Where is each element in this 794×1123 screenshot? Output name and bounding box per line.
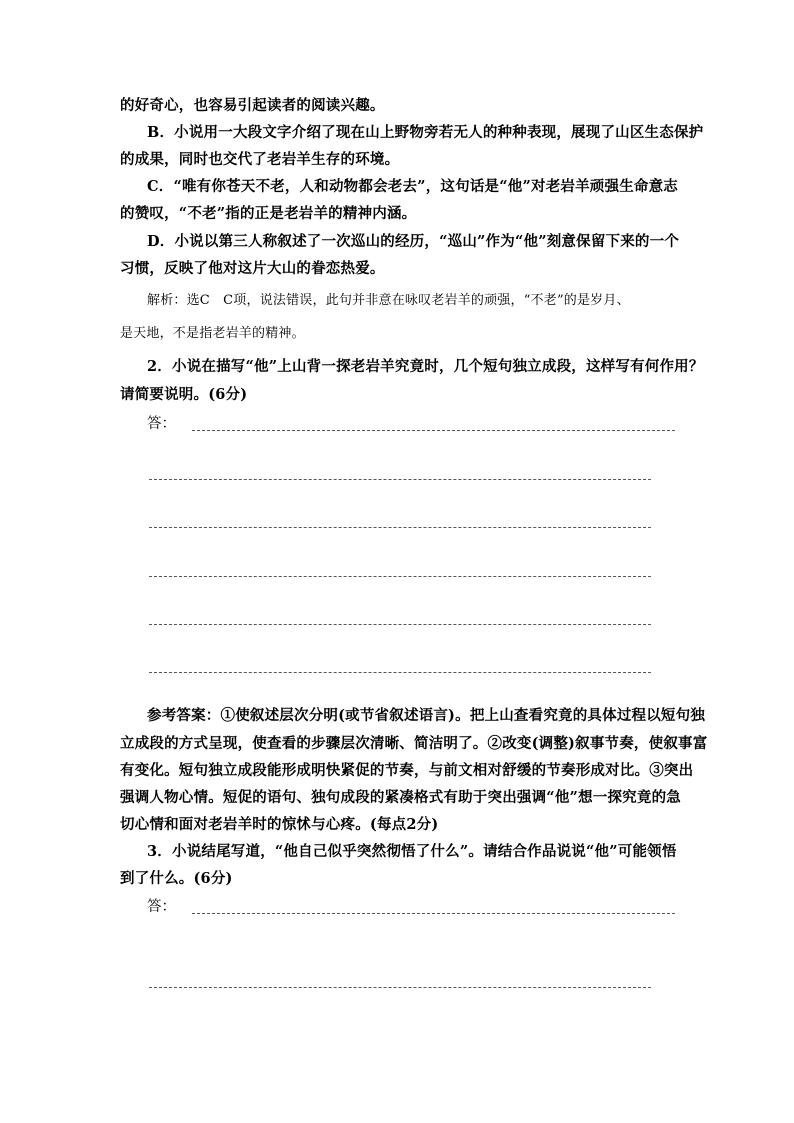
question-3-line-1: 3．小说结尾写道，“他自己似乎突然彻悟了什么”。请结合作品说说“他”可能领悟 xyxy=(147,843,677,860)
answer-rule[interactable] xyxy=(149,987,651,988)
text-line-1: 的好奇心，也容易引起读者的阅读兴趣。 xyxy=(120,97,385,114)
answer-rule[interactable] xyxy=(192,430,675,431)
answer-rule[interactable] xyxy=(149,527,651,528)
answer-rule[interactable] xyxy=(149,672,651,673)
reference-answer-line-4: 强调人物心情。短促的语句、独句成段的紧凑格式有助于突出强调“他”想一探究竟的急 xyxy=(120,789,681,806)
option-c-line-2: 的赞叹，“不老”指的正是老岩羊的精神内涵。 xyxy=(120,205,417,222)
option-c-line-1: C．“唯有你苍天不老，人和动物都会老去”，这句话是“他”对老岩羊顽强生命意志 xyxy=(147,178,678,195)
reference-answer-line-3: 有变化。短句独立成段能形成明快紧促的节奏，与前文相对舒缓的节奏形成对比。③突出 xyxy=(120,762,694,779)
question-3-line-2: 到了什么。(6分) xyxy=(120,870,233,887)
answer-rule[interactable] xyxy=(149,576,651,577)
answer-label-3: 答： xyxy=(147,899,176,915)
option-b-line-2: 的成果，同时也交代了老岩羊生存的环境。 xyxy=(120,151,400,168)
analysis-line-2: 是天地，不是指老岩羊的精神。 xyxy=(120,326,305,341)
option-d-line-1: D．小说以第三人称叙述了一次巡山的经历，“巡山”作为“他”刻意保留下来的一个 xyxy=(147,233,680,250)
answer-rule[interactable] xyxy=(149,479,651,480)
answer-label-2: 答： xyxy=(147,416,176,432)
answer-rule[interactable] xyxy=(192,913,675,914)
question-2-line-1: 2．小说在描写“他”上山背一探老岩羊究竟时，几个短句独立成段，这样写有何作用？ xyxy=(147,358,704,375)
option-b-line-1: B．小说用一大段文字介绍了现在山上野物旁若无人的种种表现，展现了山区生态保护 xyxy=(147,124,704,141)
analysis-line-1: 解析：选C C项，说法错误，此句并非意在咏叹老岩羊的顽强，“不老”的是岁月、 xyxy=(147,293,630,308)
option-d-line-2: 习惯，反映了他对这片大山的眷恋热爱。 xyxy=(120,260,385,277)
answer-rule[interactable] xyxy=(149,624,651,625)
question-2-line-2: 请简要说明。(6分) xyxy=(120,386,248,403)
reference-answer-line-5: 切心情和面对老岩羊时的惊怵与心疼。(每点2分) xyxy=(120,816,439,833)
reference-answer-line-2: 立成段的方式呈现，使查看的步骤层次清晰、简洁明了。②改变(调整)叙事节奏，使叙事富 xyxy=(120,735,708,752)
reference-answer-line-1: 参考答案：①使叙述层次分明(或节省叙述语言)。把上山查看究竟的具体过程以短句独 xyxy=(147,707,706,724)
